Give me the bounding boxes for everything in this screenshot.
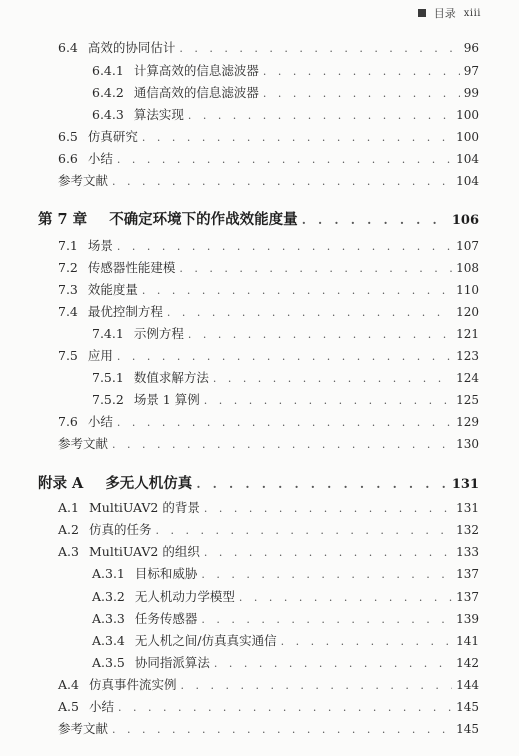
toc-entry-number: 7.4.1 — [92, 326, 124, 341]
dot-leader — [263, 87, 460, 100]
toc-entry-page: 108 — [456, 261, 479, 275]
toc-entry-page: 142 — [456, 656, 479, 670]
toc-entry-title: 无人机之间/仿真真实通信 — [134, 633, 277, 648]
toc-entry-page: 137 — [456, 567, 479, 581]
toc-entry-title: 目标和威胁 — [134, 566, 198, 581]
toc-entry-page: 104 — [456, 152, 479, 166]
toc-entry-page: 125 — [456, 393, 479, 407]
toc-entry-page: 137 — [456, 590, 479, 604]
toc-entry-number: A.3 — [58, 544, 79, 559]
toc-entry-page: 124 — [456, 371, 479, 385]
toc-entry-page: 104 — [456, 174, 479, 188]
toc-entry-row — [58, 520, 479, 538]
toc-entry-page: 120 — [456, 305, 479, 319]
toc-entry-row — [58, 542, 479, 560]
toc-entry-row — [58, 258, 479, 276]
dot-leader — [155, 524, 452, 537]
toc-entry-page: 145 — [456, 722, 479, 736]
dot-leader — [117, 153, 452, 166]
toc-entry-page: 144 — [456, 678, 479, 692]
toc-entry-page: 132 — [456, 523, 479, 537]
toc-entry-row — [92, 324, 479, 342]
toc-entry-number: A.5 — [58, 699, 79, 714]
toc-entry-title: 参考文献 — [58, 436, 109, 451]
header-page-number: xiii — [463, 7, 481, 19]
toc-entry-page: 133 — [456, 545, 479, 559]
toc-entry-number: 7.5 — [58, 348, 78, 363]
toc-entry-title: 参考文献 — [58, 721, 109, 736]
toc-entry-row — [92, 653, 479, 671]
toc-entry-title: 小结 — [88, 699, 114, 714]
toc-entry-row — [92, 61, 479, 79]
toc-entry-number: A.3.1 — [92, 566, 125, 581]
toc-entry-page: 141 — [456, 634, 479, 648]
toc-entry-title: 小结 — [87, 414, 113, 429]
toc-entry-row — [58, 498, 479, 516]
toc-entry-title: 场景 1 算例 — [133, 392, 200, 407]
dot-leader — [196, 477, 448, 491]
dot-leader — [117, 350, 452, 363]
dot-leader — [179, 262, 452, 275]
toc-entry-number: A.1 — [58, 500, 79, 515]
toc-entry-number: A.2 — [58, 522, 79, 537]
toc-entry-page: 131 — [451, 477, 479, 492]
toc-entry-row — [58, 675, 479, 693]
dot-leader — [302, 213, 448, 227]
toc-entry-title: 参考文献 — [58, 173, 109, 188]
toc-entry-page: 131 — [456, 501, 479, 515]
dot-leader — [281, 635, 452, 648]
toc-entry-title: 仿真的任务 — [88, 522, 152, 537]
toc-entry-row — [58, 302, 479, 320]
toc-entry-number: A.3.4 — [92, 633, 125, 648]
toc-entry-title: 最优控制方程 — [87, 304, 163, 319]
toc-entry-number: 6.4.2 — [92, 85, 124, 100]
toc-chapter-row — [38, 472, 479, 490]
toc-entry-page: 121 — [456, 327, 479, 341]
toc-entry-row — [58, 697, 479, 715]
dot-leader — [188, 109, 452, 122]
dot-leader — [112, 175, 452, 188]
toc-entry-number: A.3.2 — [92, 589, 125, 604]
toc-entry-page: 129 — [456, 415, 479, 429]
toc-entry-title: 仿真研究 — [87, 129, 138, 144]
toc-entry-page: 123 — [456, 349, 479, 363]
dot-leader — [201, 613, 452, 626]
dot-leader — [180, 679, 452, 692]
toc-entry-row — [58, 38, 479, 56]
toc-entry-title: 高效的协同估计 — [87, 40, 176, 55]
toc-entry-title: 应用 — [87, 348, 113, 363]
toc-entry-row — [58, 412, 479, 430]
toc-entry-row — [92, 564, 479, 582]
dot-leader — [117, 416, 452, 429]
toc-entry-number: A.3.5 — [92, 655, 125, 670]
toc-entry-title: 示例方程 — [133, 326, 184, 341]
dot-leader — [117, 240, 452, 253]
toc-entry-row — [58, 149, 479, 167]
toc-entry-row — [58, 280, 479, 298]
toc-entry-title: 计算高效的信息滤波器 — [133, 63, 259, 78]
toc-entry-title: 协同指派算法 — [134, 655, 210, 670]
dot-leader — [263, 65, 460, 78]
toc-entry-page: 130 — [456, 437, 479, 451]
toc-entry-number: 6.4.1 — [92, 63, 124, 78]
dot-leader — [201, 568, 452, 581]
toc-entry-row — [92, 631, 479, 649]
toc-entry-number: 7.4 — [58, 304, 78, 319]
dot-leader — [112, 723, 452, 736]
dot-leader — [142, 131, 452, 144]
dot-leader — [204, 546, 452, 559]
toc-entry-number: A.3.3 — [92, 611, 125, 626]
toc-entry-row — [92, 368, 479, 386]
toc-entry-title: 仿真事件流实例 — [88, 677, 177, 692]
toc-entry-number: 7.5.2 — [92, 392, 124, 407]
toc-entry-title: MultiUAV2 的组织 — [88, 544, 200, 559]
toc-entry-title: 传感器性能建模 — [87, 260, 176, 275]
toc-entry-number: 第 7 章 — [38, 211, 88, 228]
dot-leader — [204, 502, 452, 515]
toc-entry-row — [92, 587, 479, 605]
toc-entry-title: 不确定环境下的作战效能度量 — [109, 211, 298, 228]
toc-entry-title: 算法实现 — [133, 107, 184, 122]
header-section: 目录 — [433, 7, 456, 20]
toc-entry-number: 6.5 — [58, 129, 78, 144]
toc-entry-row — [58, 171, 479, 189]
toc-entry-number: A.4 — [58, 677, 79, 692]
toc-entry-title: 无人机动力学模型 — [134, 589, 235, 604]
toc-entry-page: 139 — [456, 612, 479, 626]
dot-leader — [213, 372, 452, 385]
toc-entry-page: 107 — [456, 239, 479, 253]
dot-leader — [204, 394, 452, 407]
toc-entry-title: 效能度量 — [87, 282, 138, 297]
toc-entry-row — [92, 609, 479, 627]
toc-entry-title: 多无人机仿真 — [105, 475, 193, 492]
dot-leader — [188, 328, 452, 341]
toc-entry-page: 110 — [456, 283, 479, 297]
toc-entry-number: 7.3 — [58, 282, 78, 297]
toc-entry-page: 99 — [463, 86, 479, 100]
toc-entry-title: MultiUAV2 的背景 — [88, 500, 200, 515]
dot-leader — [112, 438, 452, 451]
dot-leader — [118, 701, 452, 714]
toc-entry-row — [92, 105, 479, 123]
toc-entry-row — [58, 127, 479, 145]
dot-leader — [239, 591, 452, 604]
toc-entry-row — [92, 83, 479, 101]
dot-leader — [214, 657, 452, 670]
toc-entry-row — [58, 434, 479, 452]
dot-leader — [167, 306, 452, 319]
dot-leader — [179, 42, 459, 55]
toc-entry-row — [58, 236, 479, 254]
toc-entry-row — [92, 390, 479, 408]
toc-entry-title: 小结 — [87, 151, 113, 166]
toc-entry-page: 96 — [463, 41, 479, 55]
dot-leader — [142, 284, 452, 297]
toc-entry-page: 106 — [451, 213, 479, 228]
toc-entry-title: 数值求解方法 — [133, 370, 209, 385]
toc-entry-page: 100 — [456, 130, 479, 144]
toc-entry-number: 附录 A — [38, 475, 84, 492]
toc-entry-page: 97 — [463, 64, 479, 78]
toc-entry-title: 通信高效的信息滤波器 — [133, 85, 259, 100]
toc-entry-row — [58, 719, 479, 737]
toc-entry-page: 100 — [456, 108, 479, 122]
toc-entry-title: 场景 — [87, 238, 113, 253]
toc-entry-title: 任务传感器 — [134, 611, 198, 626]
toc-entry-number: 7.1 — [58, 238, 78, 253]
toc-entry-number: 7.2 — [58, 260, 78, 275]
toc-entry-number: 7.5.1 — [92, 370, 124, 385]
toc-entry-page: 145 — [456, 700, 479, 714]
toc-entry-number: 6.4 — [58, 40, 78, 55]
toc-entry-number: 6.4.3 — [92, 107, 124, 122]
toc-entry-number: 7.6 — [58, 414, 78, 429]
toc-chapter-row — [38, 208, 479, 226]
toc-entry-row — [58, 346, 479, 364]
toc-entry-number: 6.6 — [58, 151, 78, 166]
